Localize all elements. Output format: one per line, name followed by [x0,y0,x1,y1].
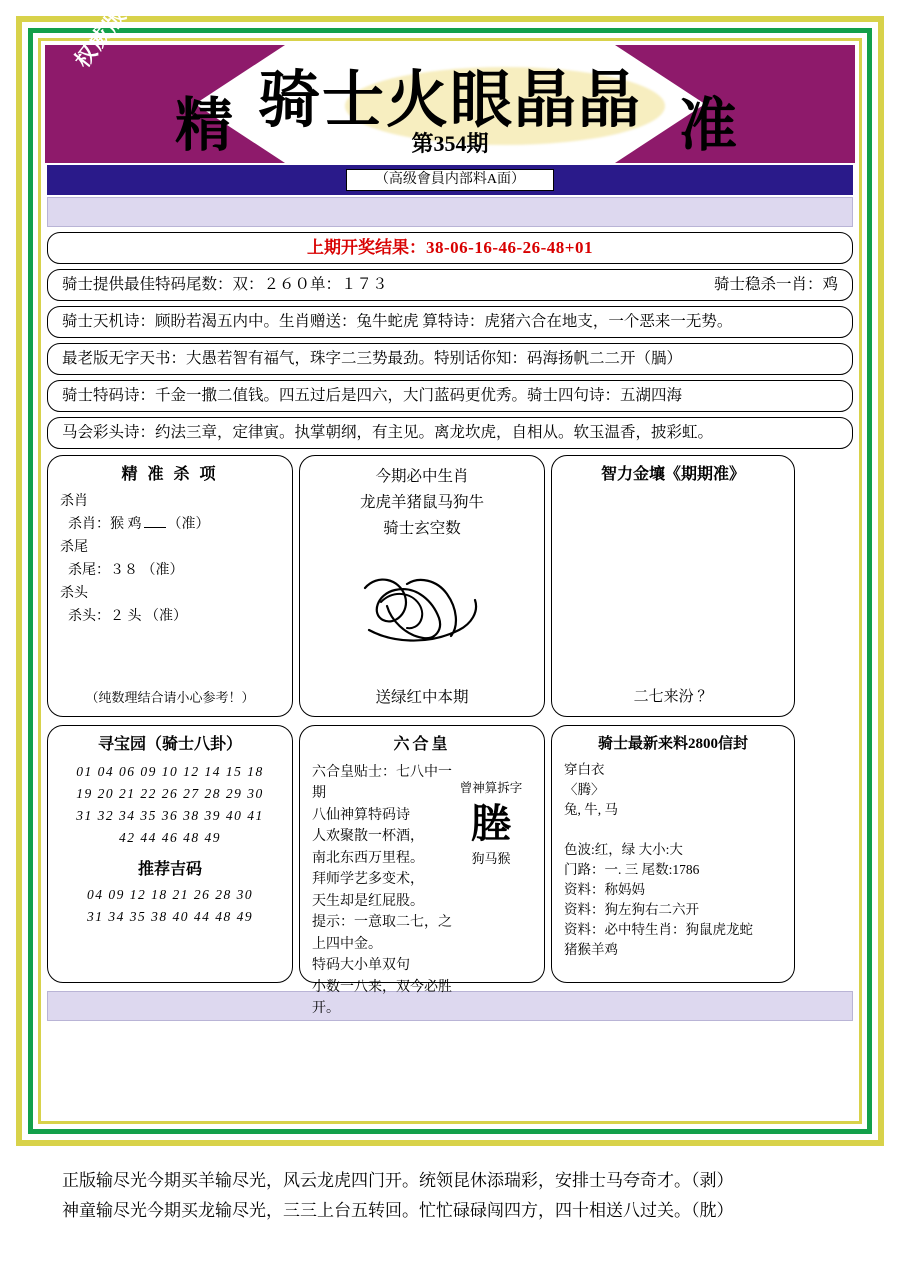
precise-kill-title: 精 准 杀 项 [121,466,219,483]
wisdom-card-title: 智力金壤《期期准》 [600,466,745,483]
liuhe-line: 特码大小单双句 [312,958,410,973]
latest-material-card [551,725,795,983]
footer-line-2: 神童输尽光今期买龙输尽光，三三上台五转回。忙忙碌碌闯四方，四十相送八过关。（䏙） [62,1201,734,1220]
subtitle-text: （高级會員内部料A面） [346,169,554,191]
treasure-garden-title: 寻宝园（骑士八卦） [97,736,242,753]
special-code-poem-row: 骑士特码诗：千金一撒二值钱。四五过后是四六，大门蓝码更优秀。骑士四句诗：五湖四海 [47,380,853,412]
signature-svg [347,568,497,658]
decorative-frame-middle [28,3,872,1134]
latest-line: 兔, 牛, 马 [564,802,618,817]
latest-material-title: 骑士最新来料2800信封 [597,736,748,752]
latest-line: 门路：一. 三 尾数:1786 [564,862,700,877]
kill-zodiac-label: 杀肖 [60,494,88,509]
draw-result-label: 上期开奖结果： [307,238,426,257]
banner-char-left: 精 [175,93,234,158]
kill-tail-value: 杀尾：３８ （准） [68,563,184,578]
subtitle-bar [47,165,853,195]
heavenly-poem-row: 骑士天机诗：顾盼若渴五内中。生肖赠送：兔牛蛇虎 算特诗：虎猪六合在地支，一个恶来一无势。 [47,306,853,338]
liuhe-line: 八仙神算特码诗 [312,807,410,823]
liuhe-line: 南北东西万里程。 [312,850,424,866]
banner-title: 骑士火眼晶晶 [257,67,642,135]
liuhe-emperor-card [299,725,545,1016]
precise-kill-note: （纯数理结合请小心参考！） [85,690,255,705]
must-hit-zodiac-card [299,455,545,717]
recommended-number-row: 04 09 12 18 21 26 28 30 [86,887,254,902]
card-grid [47,455,853,1016]
kill-zodiac-accuracy: （准） [167,517,210,532]
banner-ribbon-label: 权威版 [70,3,132,73]
treasure-number-row: 31 32 34 35 36 38 39 40 41 [76,808,264,823]
liuhe-line: 提示：一意取二七，之上四中金。 [312,915,452,952]
tail-numbers-text: 骑士提供最佳特码尾数：双：２６０单：１７３ [62,276,388,293]
card-column-right [551,455,795,983]
liuhe-line: 天生却是红屁股。 [312,893,424,909]
latest-line: 〈腾〉 [564,782,605,797]
kill-tail-label: 杀尾 [60,540,88,555]
kill-zodiac-blank [144,527,166,528]
draw-result-numbers: 38-06-16-46-26-48+01 [426,238,593,257]
latest-line-spacer [564,820,782,840]
decorative-frame-inner [38,3,862,1124]
precise-kill-card [47,455,293,717]
latest-line: 资料：狗左狗右二六开 [564,902,699,917]
banner-char-right: 准 [678,93,737,158]
footer-line-1: 正版输尽光今期买羊输尽光，风云龙虎四门开。统领昆休添瑞彩，安排士马夸奇才。（剥） [62,1171,734,1190]
must-hit-zodiac-title: 今期必中生肖 [375,468,469,485]
liuhe-line: 六合皇贴士：七八中一期 [312,764,452,801]
latest-line: 资料：必中特生肖：狗鼠虎龙蛇 [564,922,753,937]
spacer-strip-top [47,197,853,227]
precise-kill-list [60,491,280,627]
treasure-garden-card [47,725,293,983]
character-decompose-animals: 狗马猴 [471,850,511,866]
card-column-middle [299,455,545,1016]
character-decompose-title: 曾神算拆字 [459,781,523,795]
decorative-frame-outer [16,3,884,1146]
wisdom-card [551,455,795,717]
tail-numbers-row [47,269,853,301]
mystic-number-label: 骑士玄空数 [383,520,461,537]
info-rows [47,232,853,449]
old-book-row: 最老版无字天书：大愚若智有福气，珠字二三势最劲。特别话你知：码海扬帆二二开（腡） [47,343,853,375]
recommended-numbers-title: 推荐吉码 [137,861,202,878]
green-red-note: 送绿红中本期 [375,689,469,706]
character-decompose-block [448,778,534,869]
liuhe-line: 拜师学艺多变术， [312,872,424,887]
latest-line: 色波:红，绿 大小:大 [564,842,683,857]
latest-line: 猪猴羊鸡 [564,942,618,957]
wisdom-card-bottom: 二七来汾 ？ [633,689,713,705]
recommended-number-row: 31 34 35 38 40 44 48 49 [86,909,254,924]
latest-line: 穿白衣 [564,762,605,777]
horse-fair-poem-row: 马会彩头诗：约法三章，定律寅。执掌朝纲，有主见。离龙坎虎，自相从。软玉温香，披彩虹。 [47,417,853,449]
liuhe-line: 小数一八来，双今必胜开。 [312,979,452,1016]
kill-head-value: 杀头：２ 头 （准） [68,609,187,624]
liuhe-body [312,762,462,1020]
stable-kill-zodiac-text: 骑士稳杀一肖：鸡 [713,276,838,293]
liuhe-line: 人欢聚散一杯酒， [312,829,424,844]
draw-result-row [47,232,853,264]
kill-head-label: 杀头 [60,586,88,601]
treasure-number-row: 42 44 46 48 49 [119,830,221,845]
kill-zodiac-value-text: 杀肖：猴 鸡 [68,517,142,532]
banner-issue-number: 第354期 [411,131,489,156]
character-decompose-glyph: 塍 [471,800,511,846]
treasure-number-row: 19 20 21 22 26 27 28 29 30 [76,786,264,801]
card-column-left [47,455,293,983]
footer-couplets [16,1166,884,1226]
liuhe-emperor-title: 六合皇 [393,736,451,753]
handwritten-signature [347,568,497,665]
latest-line: 资料：称妈妈 [564,882,645,897]
treasure-number-row: 01 04 06 09 10 12 14 15 18 [76,764,264,779]
banner [45,3,855,163]
must-hit-zodiac-list: 龙虎羊猪鼠马狗牛 [359,494,484,511]
kill-zodiac-value [60,514,280,535]
